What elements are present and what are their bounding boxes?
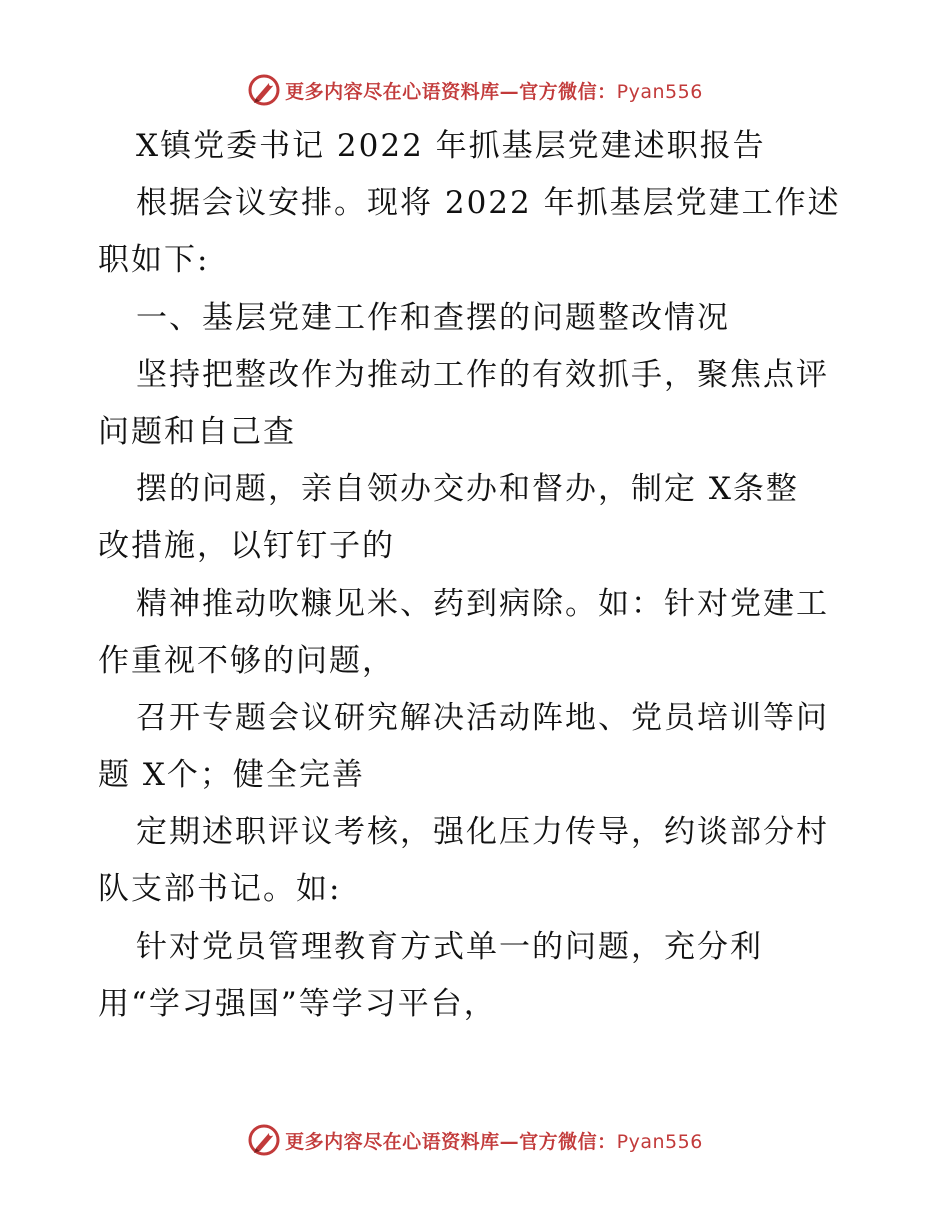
header-banner-text: 更多内容尽在心语资料库—官方微信：Pyan556: [285, 80, 703, 103]
paragraph-line: 定期述职评议考核，强化压力传导，约谈部分村: [136, 814, 829, 851]
section-heading: 一、基层党建工作和查摆的问题整改情况: [136, 299, 730, 336]
footer-wechat-id: Pyan556: [616, 1130, 703, 1153]
paragraph-line: 精神推动吹糠见米、药到病除。如：针对党建工: [136, 585, 829, 622]
document-title: X镇党委书记 2022 年抓基层党建述职报告: [136, 128, 766, 164]
paragraph-line: 针对党员管理教育方式单一的问题，充分利: [136, 928, 763, 965]
paragraph-line: 题 X个；健全完善: [98, 757, 365, 794]
paragraph-line: 队支部书记。如:: [98, 871, 342, 908]
paragraph-line: 坚持把整改作为推动工作的有效抓手，聚焦点评: [136, 356, 829, 393]
paragraph-line: 摆的问题，亲自领办交办和督办，制定 X条整: [136, 471, 799, 508]
footer-watermark-banner: [0, 1120, 950, 1160]
pen-logo-icon: [247, 73, 281, 107]
footer-banner-text: 更多内容尽在心语资料库—官方微信：Pyan556: [285, 1130, 703, 1153]
paragraph-line: 改措施，以钉钉子的: [98, 528, 395, 565]
paragraph-line: 作重视不够的问题，: [98, 642, 395, 679]
header-watermark-banner: [0, 70, 950, 110]
document-body: [98, 118, 858, 1033]
paragraph-line: 召开专题会议研究解决活动阵地、党员培训等问: [136, 699, 829, 736]
paragraph-line: 根据会议安排。现将 2022 年抓基层党建工作述: [136, 185, 841, 222]
paragraph-line: 用“学习强国”等学习平台，: [98, 985, 497, 1022]
pen-logo-icon: [247, 1123, 281, 1157]
paragraph-line: 问题和自己查: [98, 413, 296, 450]
header-wechat-id: Pyan556: [616, 80, 703, 103]
paragraph-line: 职如下:: [98, 242, 210, 279]
